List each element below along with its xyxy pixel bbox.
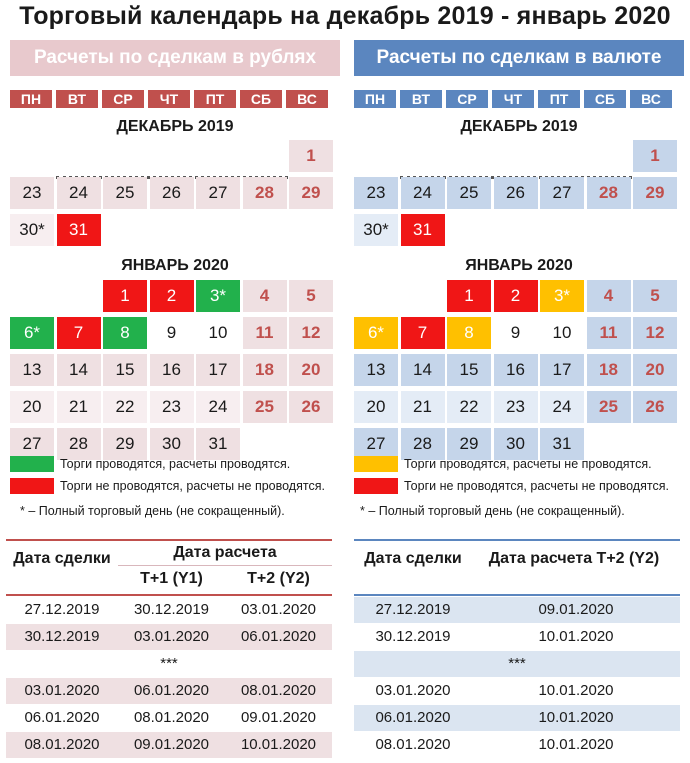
table-row (6, 597, 332, 623)
day-cell-16: 16 (150, 354, 194, 386)
day-cell-26: 26 (633, 391, 677, 423)
trade-date-cell: 30.12.2019 (24, 628, 100, 645)
header-bottom-rule (6, 594, 332, 596)
day-cell-14: 14 (401, 354, 445, 386)
weekday-mon: ПН (354, 90, 396, 108)
trade-date-cell: 03.01.2020 (24, 682, 100, 699)
settle-date-cell: 10.01.2020 (538, 736, 614, 753)
day-cell-3-full: 3* (196, 280, 240, 312)
day-cell-25: 25 (103, 177, 147, 209)
day-cell-2: 2 (494, 280, 538, 312)
header-settle-date: Дата расчета T+2 (Y2) (488, 550, 660, 567)
day-cell-5: 5 (633, 280, 677, 312)
day-cell-29: 29 (633, 177, 677, 209)
day-cell-29: 29 (103, 428, 147, 460)
day-cell-30: 30 (150, 428, 194, 460)
legend-swatch-red (354, 478, 398, 494)
day-cell-20: 20 (633, 354, 677, 386)
day-cell-11: 11 (587, 317, 631, 349)
table-row (354, 678, 680, 704)
day-cell-15: 15 (447, 354, 491, 386)
legend-text: Торги не проводятся, расчеты не проводятся. (404, 479, 669, 493)
table-row (354, 624, 680, 650)
settle-date-cell: 08.01.2020 (240, 682, 317, 699)
fx-legend-yellow (354, 456, 652, 472)
day-cell-27: 27 (196, 177, 240, 209)
day-cell-31: 31 (401, 214, 445, 246)
day-cell-25: 25 (243, 391, 287, 423)
day-cell-24: 24 (540, 391, 584, 423)
weekday-thu: ЧТ (492, 90, 534, 108)
day-cell-4: 4 (243, 280, 287, 312)
fx-calendar-panel (354, 40, 684, 453)
weekday-tue: ВТ (56, 90, 98, 108)
weekday-sun: ВС (286, 90, 328, 108)
fx-legend-red (354, 478, 669, 494)
settle-date-cell: 06.01.2020 (240, 628, 317, 645)
day-cell-1: 1 (103, 280, 147, 312)
weekday-thu: ЧТ (148, 90, 190, 108)
header-bottom-rule (354, 594, 680, 596)
table-row (6, 705, 332, 731)
day-cell-24: 24 (401, 177, 445, 209)
ellipsis-cell: *** (508, 655, 526, 672)
day-cell-20: 20 (10, 391, 54, 423)
header-trade-date: Дата сделки (13, 550, 111, 567)
legend-text: Торги проводятся, расчеты не проводятся. (404, 457, 652, 471)
day-cell-9: 9 (150, 317, 194, 349)
day-cell-29: 29 (447, 428, 491, 460)
rub-settlement-table (6, 539, 332, 763)
day-cell-30: 30 (494, 428, 538, 460)
day-cell-2: 2 (150, 280, 194, 312)
rub-legend-red (10, 478, 325, 494)
day-cell-16: 16 (494, 354, 538, 386)
settle-date-cell: 09.01.2020 (538, 601, 614, 618)
rub-calendar-panel (10, 40, 340, 453)
day-cell-15: 15 (103, 354, 147, 386)
fx-settlement-table (354, 539, 680, 763)
day-cell-30-full: 30* (10, 214, 54, 246)
table-row (6, 678, 332, 704)
day-cell-23: 23 (150, 391, 194, 423)
day-cell-25: 25 (447, 177, 491, 209)
trade-date-cell: 08.01.2020 (24, 736, 100, 753)
day-cell-27: 27 (354, 428, 398, 460)
rub-weekday-header (10, 90, 340, 108)
weekday-wed: СР (102, 90, 144, 108)
settle-date-cell: 06.01.2020 (133, 682, 210, 699)
weekday-wed: СР (446, 90, 488, 108)
trade-date-cell: 06.01.2020 (375, 709, 451, 726)
day-cell-7: 7 (401, 317, 445, 349)
legend-swatch-yellow (354, 456, 398, 472)
ellipsis-cell: *** (160, 655, 178, 672)
rub-month-january: ЯНВАРЬ 2020 (121, 257, 229, 274)
day-cell-17: 17 (196, 354, 240, 386)
page-title: Торговый календарь на декабрь 2019 - январь 2020 (19, 2, 671, 30)
day-cell-13: 13 (10, 354, 54, 386)
header-rule (118, 565, 332, 566)
day-cell-10: 10 (196, 317, 240, 349)
settle-date-cell: 03.01.2020 (133, 628, 210, 645)
weekday-fri: ПТ (538, 90, 580, 108)
fx-month-december: ДЕКАБРЬ 2019 (460, 118, 578, 135)
day-cell-12: 12 (289, 317, 333, 349)
weekday-fri: ПТ (194, 90, 236, 108)
day-cell-28: 28 (401, 428, 445, 460)
fx-note: * – Полный торговый день (не сокращенный). (360, 504, 625, 518)
day-cell-26: 26 (150, 177, 194, 209)
day-cell-18: 18 (587, 354, 631, 386)
day-cell-6-full: 6* (10, 317, 54, 349)
day-cell-22: 22 (447, 391, 491, 423)
settle-date-cell: 10.01.2020 (538, 709, 614, 726)
header-t1: T+1 (Y1) (140, 570, 203, 587)
rub-banner: Расчеты по сделкам в рублях (10, 40, 340, 76)
legend-text: Торги не проводятся, расчеты не проводятся. (60, 479, 325, 493)
weekday-tue: ВТ (400, 90, 442, 108)
rub-note: * – Полный торговый день (не сокращенный). (20, 504, 285, 518)
day-cell-9: 9 (494, 317, 538, 349)
settle-date-cell: 10.01.2020 (538, 682, 614, 699)
day-cell-30-full: 30* (354, 214, 398, 246)
day-cell-1: 1 (447, 280, 491, 312)
settle-date-cell: 08.01.2020 (133, 709, 210, 726)
rub-legend-green (10, 456, 290, 472)
day-cell-25: 25 (587, 391, 631, 423)
table-row (6, 732, 332, 758)
weekday-sat: СБ (584, 90, 626, 108)
day-cell-23: 23 (10, 177, 54, 209)
table-row-ellipsis (354, 651, 680, 677)
day-cell-20: 20 (289, 354, 333, 386)
day-cell-26: 26 (494, 177, 538, 209)
day-cell-3-full: 3* (540, 280, 584, 312)
legend-swatch-red (10, 478, 54, 494)
day-cell-14: 14 (57, 354, 101, 386)
table-row-ellipsis (6, 651, 332, 677)
day-cell-31: 31 (57, 214, 101, 246)
trade-date-cell: 27.12.2019 (375, 601, 451, 618)
day-cell-27: 27 (540, 177, 584, 209)
day-cell-21: 21 (57, 391, 101, 423)
trade-date-cell: 03.01.2020 (375, 682, 451, 699)
day-cell-1: 1 (633, 140, 677, 172)
day-cell-8: 8 (447, 317, 491, 349)
day-cell-20: 20 (354, 391, 398, 423)
day-cell-6-full: 6* (354, 317, 398, 349)
day-cell-8: 8 (103, 317, 147, 349)
day-cell-5: 5 (289, 280, 333, 312)
settle-date-cell: 03.01.2020 (240, 601, 317, 618)
day-cell-18: 18 (243, 354, 287, 386)
day-cell-31: 31 (540, 428, 584, 460)
day-cell-11: 11 (243, 317, 287, 349)
day-cell-12: 12 (633, 317, 677, 349)
settle-date-cell: 10.01.2020 (538, 628, 614, 645)
day-cell-4: 4 (587, 280, 631, 312)
weekday-sun: ВС (630, 90, 672, 108)
table-row (6, 624, 332, 650)
trade-date-cell: 30.12.2019 (375, 628, 451, 645)
legend-text: Торги проводятся, расчеты проводятся. (60, 457, 291, 471)
settle-date-cell: 09.01.2020 (240, 709, 317, 726)
day-cell-1: 1 (289, 140, 333, 172)
day-cell-27: 27 (10, 428, 54, 460)
day-cell-24: 24 (57, 177, 101, 209)
header-settle-date: Дата расчета (173, 544, 277, 561)
trade-date-cell: 06.01.2020 (24, 709, 100, 726)
day-cell-28: 28 (243, 177, 287, 209)
header-t2: T+2 (Y2) (247, 570, 310, 587)
table-top-rule (6, 539, 332, 541)
header-trade-date: Дата сделки (364, 550, 462, 567)
day-cell-23: 23 (494, 391, 538, 423)
day-cell-21: 21 (401, 391, 445, 423)
trade-date-cell: 27.12.2019 (24, 601, 100, 618)
day-cell-29: 29 (289, 177, 333, 209)
day-cell-7: 7 (57, 317, 101, 349)
weekday-mon: ПН (10, 90, 52, 108)
day-cell-28: 28 (57, 428, 101, 460)
day-cell-22: 22 (103, 391, 147, 423)
table-row (354, 597, 680, 623)
day-cell-10: 10 (540, 317, 584, 349)
day-cell-31: 31 (196, 428, 240, 460)
day-cell-13: 13 (354, 354, 398, 386)
fx-banner: Расчеты по сделкам в валюте (354, 40, 684, 76)
day-cell-23: 23 (354, 177, 398, 209)
table-row (354, 705, 680, 731)
settle-date-cell: 09.01.2020 (133, 736, 210, 753)
day-cell-17: 17 (540, 354, 584, 386)
rub-month-december: ДЕКАБРЬ 2019 (116, 118, 234, 135)
day-cell-28: 28 (587, 177, 631, 209)
settle-date-cell: 30.12.2019 (133, 601, 210, 618)
fx-month-january: ЯНВАРЬ 2020 (465, 257, 573, 274)
table-top-rule (354, 539, 680, 541)
fx-weekday-header (354, 90, 684, 108)
day-cell-26: 26 (289, 391, 333, 423)
table-row (354, 732, 680, 758)
day-cell-24: 24 (196, 391, 240, 423)
legend-swatch-green (10, 456, 54, 472)
settle-date-cell: 10.01.2020 (240, 736, 317, 753)
weekday-sat: СБ (240, 90, 282, 108)
trade-date-cell: 08.01.2020 (375, 736, 451, 753)
